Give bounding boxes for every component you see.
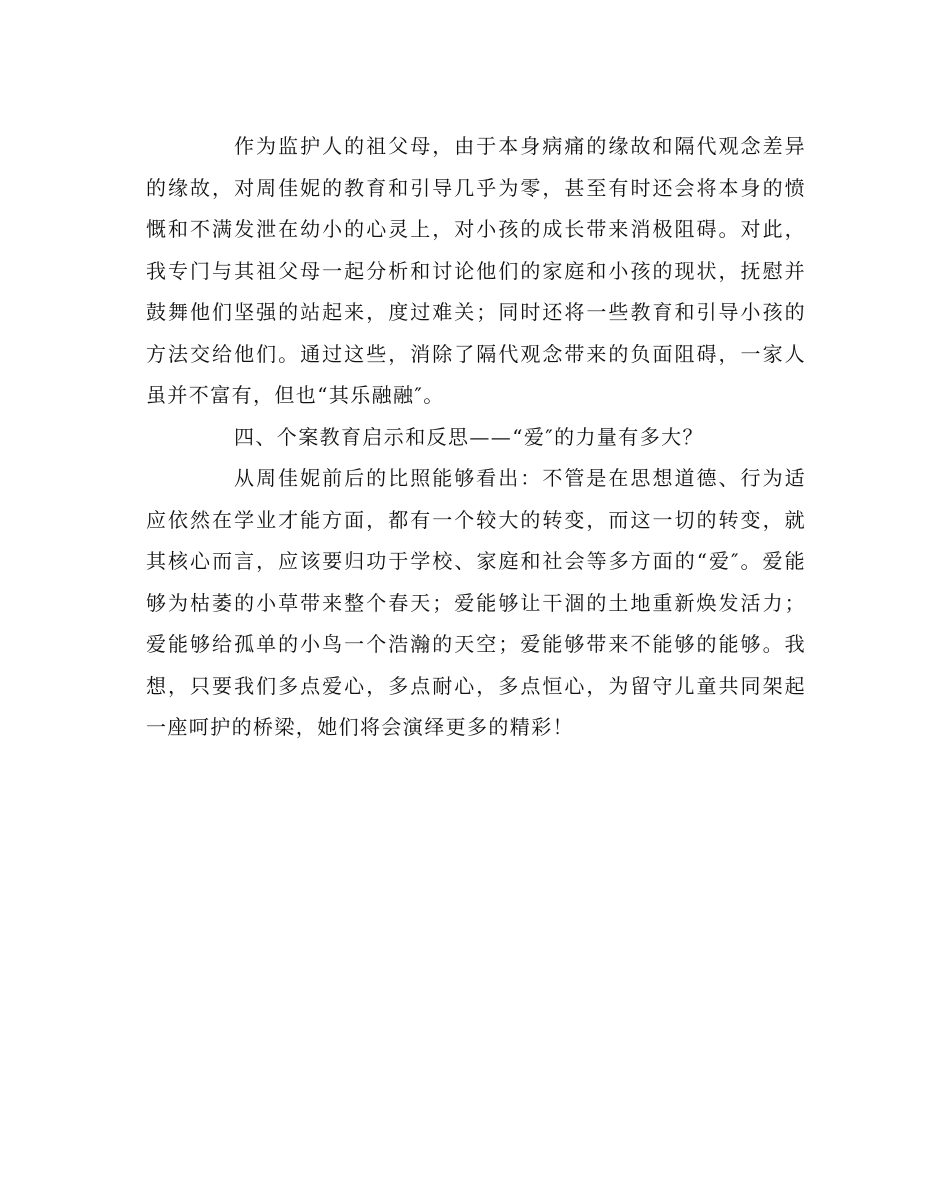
paragraph-guardians: 作为监护人的祖父母，由于本身病痛的缘故和隔代观念差异的缘故，对周佳妮的教育和引导几乎为零，甚至有时还会将本身的愤慨和不满发泄在幼小的心灵上，对小孩的成长带来消极阻碍。对此，我专门与其祖父母一起分析和讨论他们的家庭和小孩的现状，抚慰并鼓舞他们坚强的站起来，度过难关；同时还将一些教育和引导小孩的方法交给他们。通过这些，消除了隔代观念带来的负面阻碍，一家人虽并不富有，但也“其乐融融″。 xyxy=(146,134,806,407)
document-body xyxy=(146,126,806,749)
section-heading: 四、个案教育启示和反思——“爱″的力量有多大？ xyxy=(234,424,704,449)
paragraph-reflection: 从周佳妮前后的比照能够看出：不管是在思想道德、行为适应依然在学业才能方面，都有一个较大的转变，而这一切的转变，就其核心而言，应该要归功于学校、家庭和社会等多方面的“爱″。爱能够为枯萎的小草带来整个春天；爱能够让干涸的土地重新焕发活力；爱能够给孤单的小鸟一个浩瀚的天空；爱能够带来不能够的能够。我想，只要我们多点爱心，多点耐心，多点恒心，为留守儿童共同架起一座呵护的桥梁，她们将会演绎更多的精彩！ xyxy=(146,466,806,739)
